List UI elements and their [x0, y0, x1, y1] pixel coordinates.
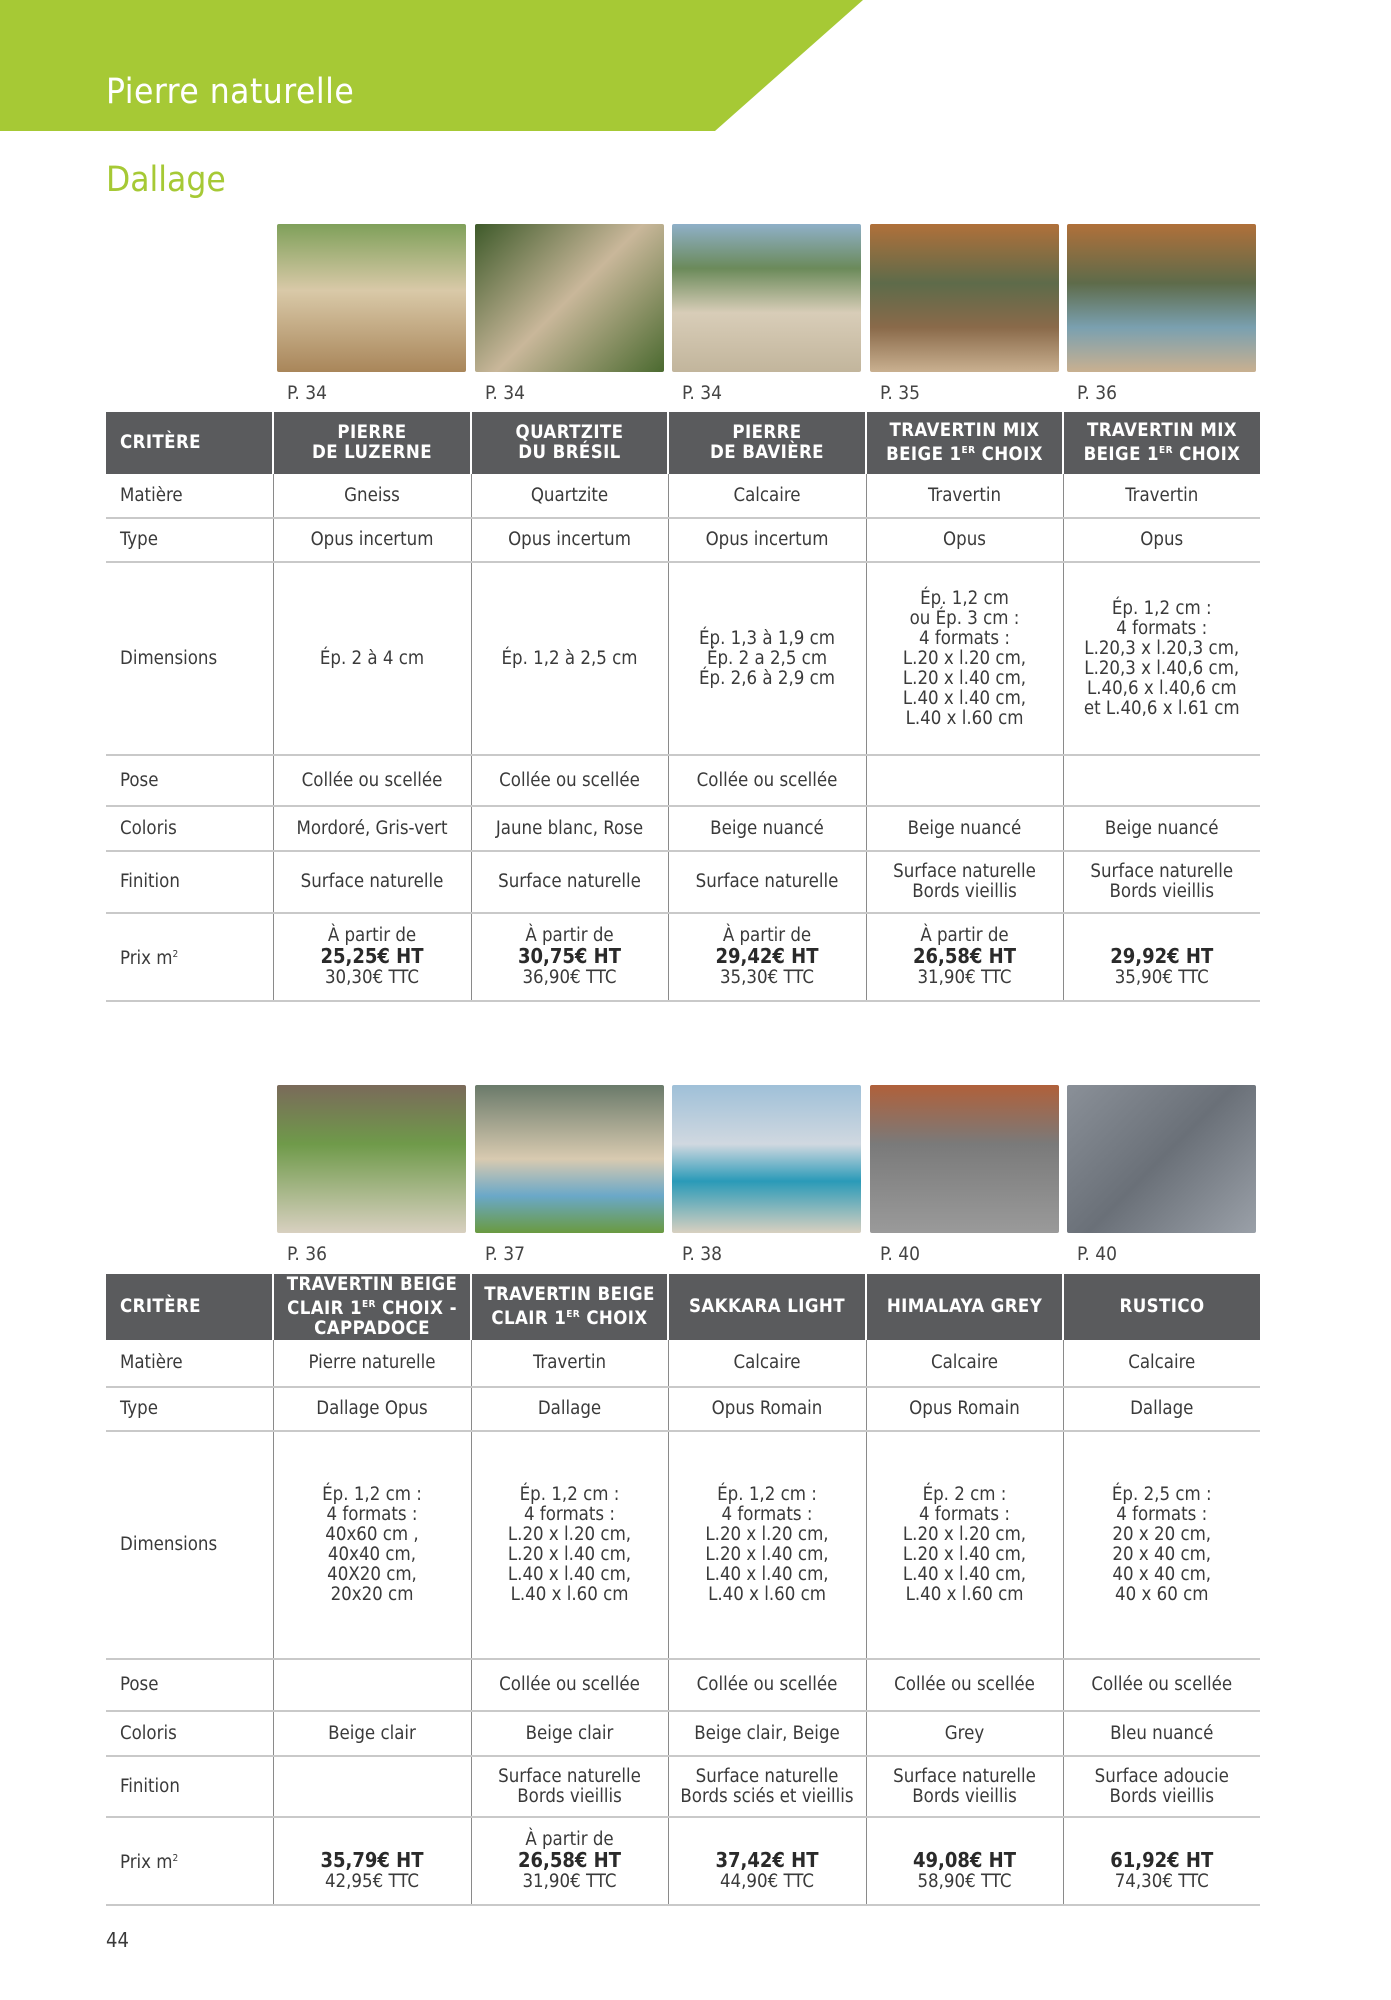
product-photo	[672, 1085, 861, 1233]
product-photo	[277, 224, 466, 372]
price-cell	[273, 913, 471, 1001]
table-cell: Beige nuancé	[866, 806, 1063, 851]
table-row	[106, 851, 1260, 913]
page-reference[interactable]: P. 37	[485, 1243, 525, 1265]
table-cell: Opus incertum	[273, 518, 471, 562]
price-ttc: 35,90€ TTC	[1114, 967, 1209, 988]
table-cell: Surface naturelle	[273, 851, 471, 913]
table-cell: Ép. 2 cm : 4 formats : L.20 x l.20 cm, L.20 x l.40 cm, L.40 x l.40 cm, L.40 x l.60 cm	[866, 1431, 1063, 1659]
price-from	[671, 1830, 864, 1850]
table-cell: Pierre naturelle	[273, 1340, 471, 1387]
table-cell: Beige nuancé	[668, 806, 866, 851]
page-reference[interactable]: P. 36	[287, 1243, 327, 1265]
price-ht: 49,08€ HT	[912, 1848, 1017, 1872]
table-row	[106, 1340, 1260, 1387]
row-label: Coloris	[106, 1711, 273, 1756]
price-row	[106, 1817, 1260, 1905]
table-row	[106, 1711, 1260, 1756]
page-reference[interactable]: P. 36	[1077, 382, 1117, 404]
price-ttc: 74,30€ TTC	[1114, 1871, 1209, 1892]
price-ht: 29,92€ HT	[1110, 944, 1214, 968]
price-ttc: 31,90€ TTC	[917, 967, 1012, 988]
price-ttc: 44,90€ TTC	[719, 1871, 815, 1892]
price-ttc: 36,90€ TTC	[522, 967, 617, 988]
price-cell	[866, 913, 1063, 1001]
page-reference[interactable]: P. 34	[287, 382, 327, 404]
table-row	[106, 755, 1260, 806]
table-row	[106, 474, 1260, 518]
price-ht: 25,25€ HT	[320, 944, 424, 968]
table-cell: Ép. 2 à 4 cm	[273, 562, 471, 755]
price-cell	[471, 913, 668, 1001]
table-cell: Surface adoucie Bords vieillis	[1063, 1756, 1260, 1817]
table-cell: Bleu nuancé	[1063, 1711, 1260, 1756]
product-photo	[1067, 1085, 1256, 1233]
table-cell: Ép. 1,2 cm : 4 formats : L.20 x l.20 cm, L.20 x l.40 cm, L.40 x l.40 cm, L.40 x l.60 cm	[471, 1431, 668, 1659]
table-cell: Travertin	[471, 1340, 668, 1387]
table-cell: Beige clair	[273, 1711, 471, 1756]
page-reference[interactable]: P. 40	[880, 1243, 920, 1265]
table-cell: Beige clair, Beige	[668, 1711, 866, 1756]
table-cell: Ép. 1,2 cm : 4 formats : L.20 x l.20 cm, L.20 x l.40 cm, L.40 x l.40 cm, L.40 x l.60 cm	[668, 1431, 866, 1659]
table-cell: Opus incertum	[471, 518, 668, 562]
table-cell: Gneiss	[273, 474, 471, 518]
table-cell	[273, 1756, 471, 1817]
product-photo	[672, 224, 861, 372]
table-cell: Collée ou scellée	[471, 1659, 668, 1711]
table-cell: Quartzite	[471, 474, 668, 518]
price-from: À partir de	[327, 925, 417, 946]
price-ht: 61,92€ HT	[1110, 1848, 1214, 1872]
page-reference[interactable]: P. 40	[1077, 1243, 1117, 1265]
row-label: Finition	[106, 1756, 273, 1817]
product-name-header: SAKKARA LIGHT	[668, 1274, 866, 1340]
table-cell: Surface naturelle Bords vieillis	[1063, 851, 1260, 913]
table-cell: Surface naturelle	[668, 851, 866, 913]
table-cell: Collée ou scellée	[668, 755, 866, 806]
comparison-table	[106, 412, 1260, 1002]
page-reference[interactable]: P. 34	[485, 382, 525, 404]
price-ht: 37,42€ HT	[715, 1848, 819, 1872]
table-cell: Collée ou scellée	[273, 755, 471, 806]
table-cell: Calcaire	[668, 474, 866, 518]
table-cell: Dallage Opus	[273, 1387, 471, 1431]
table-cell: Calcaire	[1063, 1340, 1260, 1387]
table-cell: Opus incertum	[668, 518, 866, 562]
criteria-header: CRITÈRE	[106, 1274, 273, 1340]
section-title: Dallage	[106, 160, 226, 200]
product-name-header: HIMALAYA GREY	[866, 1274, 1063, 1340]
product-name-header: TRAVERTIN MIX BEIGE 1ER CHOIX	[866, 412, 1063, 474]
table-row	[106, 562, 1260, 755]
page-reference[interactable]: P. 35	[880, 382, 920, 404]
row-label: Finition	[106, 851, 273, 913]
price-ht: 35,79€ HT	[320, 1848, 424, 1872]
table-cell: Beige nuancé	[1063, 806, 1260, 851]
table-cell: Surface naturelle	[471, 851, 668, 913]
table-cell: Travertin	[1063, 474, 1260, 518]
table-cell: Opus	[866, 518, 1063, 562]
table-cell: Ép. 2,5 cm : 4 formats : 20 x 20 cm, 20 x 40 cm, 40 x 40 cm, 40 x 60 cm	[1063, 1431, 1260, 1659]
price-row	[106, 913, 1260, 1001]
table-cell: Beige clair	[471, 1711, 668, 1756]
table-cell: Surface naturelle Bords sciés et vieillis	[668, 1756, 866, 1817]
table-cell: Ép. 1,3 à 1,9 cm Ép. 2 a 2,5 cm Ép. 2,6 à 2,9 cm	[668, 562, 866, 755]
price-from: À partir de	[525, 1829, 614, 1850]
table-cell: Ép. 1,2 à 2,5 cm	[471, 562, 668, 755]
comparison-table	[106, 1274, 1260, 1906]
table-cell: Dallage	[1063, 1387, 1260, 1431]
price-ttc: 58,90€ TTC	[917, 1871, 1012, 1892]
table-cell: Ép. 1,2 cm : 4 formats : 40x60 cm , 40x40 cm, 40X20 cm, 20x20 cm	[273, 1431, 471, 1659]
table-row	[106, 518, 1260, 562]
price-cell	[668, 913, 866, 1001]
table-cell: Opus	[1063, 518, 1260, 562]
table-cell: Collée ou scellée	[1063, 1659, 1260, 1711]
row-label: Pose	[106, 755, 273, 806]
price-ttc: 35,30€ TTC	[719, 967, 815, 988]
row-label: Pose	[106, 1659, 273, 1711]
table-cell: Collée ou scellée	[471, 755, 668, 806]
table-cell: Ép. 1,2 cm : 4 formats : L.20,3 x l.20,3 cm, L.20,3 x l.40,6 cm, L.40,6 x l.40,6 cm et L.40,6 x l.61 cm	[1063, 562, 1260, 755]
table-cell	[866, 755, 1063, 806]
table-cell: Mordoré, Gris-vert	[273, 806, 471, 851]
table-cell: Grey	[866, 1711, 1063, 1756]
product-name-header: TRAVERTIN MIX BEIGE 1ER CHOIX	[1063, 412, 1260, 474]
table-cell: Collée ou scellée	[668, 1659, 866, 1711]
price-cell	[1063, 1817, 1260, 1905]
table-header-row	[106, 412, 1260, 474]
table-row	[106, 1387, 1260, 1431]
table-cell: Surface naturelle Bords vieillis	[866, 851, 1063, 913]
price-ttc: 30,30€ TTC	[324, 967, 420, 988]
price-ht: 30,75€ HT	[517, 944, 622, 968]
product-name-header: RUSTICO	[1063, 1274, 1260, 1340]
product-name-header: TRAVERTIN BEIGE CLAIR 1ER CHOIX - CAPPADOCE	[273, 1274, 471, 1340]
price-ttc: 42,95€ TTC	[324, 1871, 420, 1892]
product-name-header: PIERRE DE BAVIÈRE	[668, 412, 866, 474]
price-from	[1066, 926, 1259, 946]
row-label: Type	[106, 518, 273, 562]
table-cell: Opus Romain	[668, 1387, 866, 1431]
table-cell: Jaune blanc, Rose	[471, 806, 668, 851]
row-label: Type	[106, 1387, 273, 1431]
page-number: 44	[106, 1928, 129, 1952]
page-title: Pierre naturelle	[106, 72, 355, 112]
price-from	[1066, 1830, 1259, 1850]
table-row	[106, 1756, 1260, 1817]
table-row	[106, 1431, 1260, 1659]
page-reference[interactable]: P. 34	[682, 382, 722, 404]
product-photo	[1067, 224, 1256, 372]
price-from: À partir de	[920, 925, 1009, 946]
table-cell: Opus Romain	[866, 1387, 1063, 1431]
table-row	[106, 1659, 1260, 1711]
table-cell: Calcaire	[668, 1340, 866, 1387]
price-cell	[668, 1817, 866, 1905]
row-label: Matière	[106, 474, 273, 518]
product-photo	[870, 1085, 1059, 1233]
table-header-row	[106, 1274, 1260, 1340]
row-label: Dimensions	[106, 1431, 273, 1659]
row-label: Coloris	[106, 806, 273, 851]
row-label: Prix $m^2$	[106, 1817, 273, 1905]
price-from: À partir de	[722, 925, 812, 946]
table-cell: Collée ou scellée	[866, 1659, 1063, 1711]
product-name-header: PIERRE DE LUZERNE	[273, 412, 471, 474]
table-cell: Calcaire	[866, 1340, 1063, 1387]
price-ttc: 31,90€ TTC	[522, 1871, 617, 1892]
table-cell	[273, 1659, 471, 1711]
price-cell	[866, 1817, 1063, 1905]
table-cell: Dallage	[471, 1387, 668, 1431]
row-label: Matière	[106, 1340, 273, 1387]
product-photo	[277, 1085, 466, 1233]
price-ht: 29,42€ HT	[715, 944, 819, 968]
product-photo	[870, 224, 1059, 372]
price-from: À partir de	[525, 925, 614, 946]
table-cell: Travertin	[866, 474, 1063, 518]
product-photo	[475, 224, 664, 372]
page-reference[interactable]: P. 38	[682, 1243, 722, 1265]
criteria-header: CRITÈRE	[106, 412, 273, 474]
product-photo	[475, 1085, 664, 1233]
product-name-header: QUARTZITE DU BRÉSIL	[471, 412, 668, 474]
row-label: Prix $m^2$	[106, 913, 273, 1001]
price-cell	[273, 1817, 471, 1905]
table-row	[106, 806, 1260, 851]
price-from	[869, 1830, 1061, 1850]
price-ht: 26,58€ HT	[517, 1848, 622, 1872]
table-cell: Surface naturelle Bords vieillis	[866, 1756, 1063, 1817]
price-cell	[1063, 913, 1260, 1001]
table-cell: Surface naturelle Bords vieillis	[471, 1756, 668, 1817]
price-from	[276, 1830, 469, 1850]
row-label: Dimensions	[106, 562, 273, 755]
product-name-header: TRAVERTIN BEIGE CLAIR 1ER CHOIX	[471, 1274, 668, 1340]
table-cell	[1063, 755, 1260, 806]
price-ht: 26,58€ HT	[912, 944, 1017, 968]
price-cell	[471, 1817, 668, 1905]
table-cell: Ép. 1,2 cm ou Ép. 3 cm : 4 formats : L.20 x l.20 cm, L.20 x l.40 cm, L.40 x l.40 cm, L.40 x l.60 cm	[866, 562, 1063, 755]
